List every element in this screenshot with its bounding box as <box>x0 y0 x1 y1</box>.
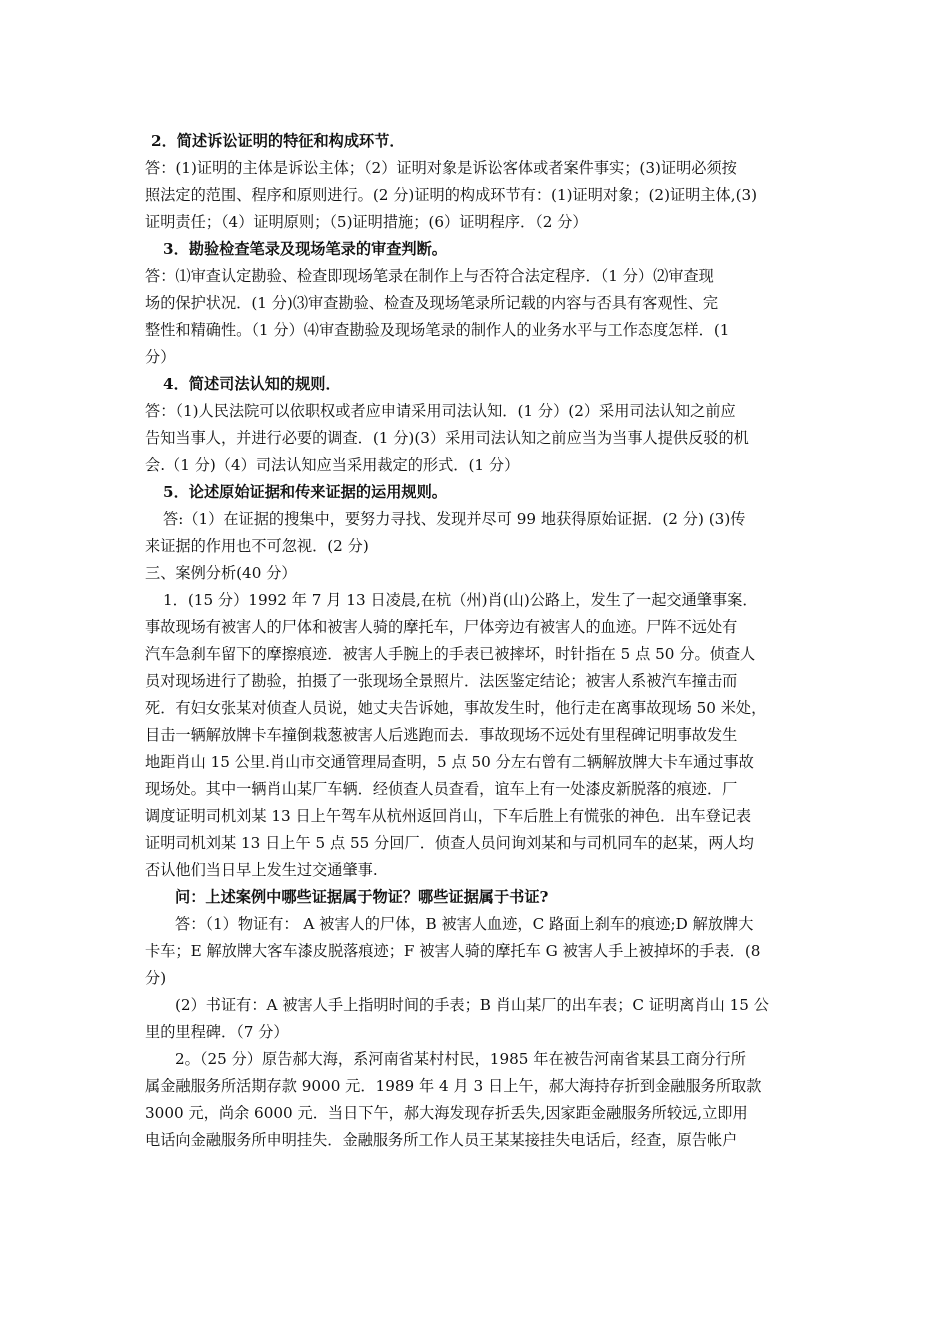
text-line: 答:（1）在证据的搜集中，要努力寻找、发现并尽可 99 地获得原始证据．(2 分) (3)传 <box>163 510 746 528</box>
text-line: 目击一辆解放牌卡车撞倒栽葱被害人后逃跑而去．事故现场不远处有里程碑记明事故发生 <box>145 726 738 744</box>
text-line: 会.（1 分)（4）司法认知应当采用裁定的形式．(1 分） <box>145 456 520 474</box>
question-heading-3: 3．勘验检查笔录及现场笔录的审查判断。 <box>163 240 447 258</box>
text-line: 分） <box>145 348 176 366</box>
text-line: 事故现场有被害人的尸体和被害人骑的摩托车，尸体旁边有被害人的血迹。尸阵不远处有 <box>145 618 738 636</box>
text-line: 否认他们当日早上发生过交通肇事. <box>145 861 378 879</box>
question-heading-4: 4．简述司法认知的规则． <box>163 375 341 393</box>
case-question: 问：上述案例中哪些证据属于物证？哪些证据属于书证? <box>175 888 549 906</box>
text-line: 答：(1)证明的主体是诉讼主体；（2）证明对象是诉讼客体或者案件事实；(3)证明必须按 <box>145 159 737 177</box>
text-line: 里的里程碑．（7 分） <box>145 1023 289 1041</box>
text-line: 1．(15 分）1992 年 7 月 13 日凌晨,在杭（州)肖(山)公路上，发生了一起交通肇事案． <box>163 591 758 609</box>
text-line: 属金融服务所活期存款 9000 元．1989 年 4 月 3 日上午，郝大海持存折到金融服务所取款 <box>145 1077 762 1095</box>
text-line: 答：（1）物证有： A 被害人的尸体，B 被害人血迹，C 路面上刹车的痕迹;D 解放牌大 <box>175 915 754 933</box>
text-line: 2。（25 分）原告郝大海，系河南省某村村民，1985 年在被告河南省某县工商分行所 <box>175 1050 746 1068</box>
text-line: 场的保护状况．(1 分)⑶审查勘验、检查及现场笔录所记载的内容与否具有客观性、完 <box>145 294 719 312</box>
text-line: 答：⑴审查认定勘验、检查即现场笔录在制作上与否符合法定程序．（1 分）⑵审查现 <box>145 267 714 285</box>
text-line: 照法定的范围、程序和原则进行。(2 分)证明的构成环节有：(1)证明对象；(2)证明主体,(3) <box>145 186 758 204</box>
text-line: 员对现场进行了勘验，拍摄了一张现场全景照片．法医鉴定结论；被害人系被汽车撞击而 <box>145 672 738 690</box>
text-line: 汽车急刹车留下的摩擦痕迹．被害人手腕上的手表已被摔坏，时针指在 5 点 50 分。侦查人 <box>145 645 756 663</box>
question-heading-5: 5．论述原始证据和传来证据的运用规则。 <box>163 483 447 501</box>
section-heading-case-analysis: 三、案例分析(40 分） <box>145 564 297 582</box>
text-line: 来证据的作用也不可忽视．(2 分) <box>145 537 369 555</box>
text-line: 卡车；E 解放牌大客车漆皮脱落痕迹；F 被害人骑的摩托车 G 被害人手上被掉坏的手表．(8 <box>145 942 761 960</box>
text-line: 整性和精确性。（1 分）⑷审查勘验及现场笔录的制作人的业务水平与工作态度怎样．(1 <box>145 321 730 339</box>
document-body <box>145 128 810 1154</box>
text-line: (2）书证有：A 被害人手上指明时间的手表；B 肖山某厂的出车表；C 证明离肖山 15 公 <box>175 996 769 1014</box>
text-line: 调度证明司机刘某 13 日上午驾车从杭州返回肖山，下车后胜上有慌张的神色．出车登记表 <box>145 807 752 825</box>
question-heading-2: 2．简述诉讼证明的特征和构成环节． <box>151 132 405 150</box>
text-line: 地距肖山 15 公里.肖山市交通管理局查明，5 点 50 分左右曾有二辆解放牌大卡车通过事故 <box>145 753 754 771</box>
text-line: 死．有妇女张某对侦查人员说，她丈夫告诉她，事故发生时，他行走在离事故现场 50 米处， <box>145 699 767 717</box>
text-line: 分) <box>145 969 167 987</box>
text-line: 电话向金融服务所申明挂失．金融服务所工作人员王某某接挂失电话后，经查，原告帐户 <box>145 1131 738 1149</box>
text-line: 告知当事人，并进行必要的调查．(1 分)(3）采用司法认知之前应当为当事人提供反驳的机 <box>145 429 749 447</box>
text-line: 答：（1)人民法院可以依职权或者应申请采用司法认知．(1 分）(2）采用司法认知之前应 <box>145 402 736 420</box>
text-line: 证明责任；（4）证明原则；（5)证明措施；(6）证明程序．（2 分） <box>145 213 588 231</box>
text-line: 现场处。其中一辆肖山某厂车辆．经侦查人员查看，谊车上有一处漆皮新脱落的痕迹．厂 <box>145 780 738 798</box>
text-line: 3000 元，尚余 6000 元．当日下午，郝大海发现存折丢失,因家距金融服务所较远,立即用 <box>145 1104 748 1122</box>
text-line: 证明司机刘某 13 日上午 5 点 55 分回厂．侦查人员问询刘某和与司机同车的赵某，两人均 <box>145 834 754 852</box>
